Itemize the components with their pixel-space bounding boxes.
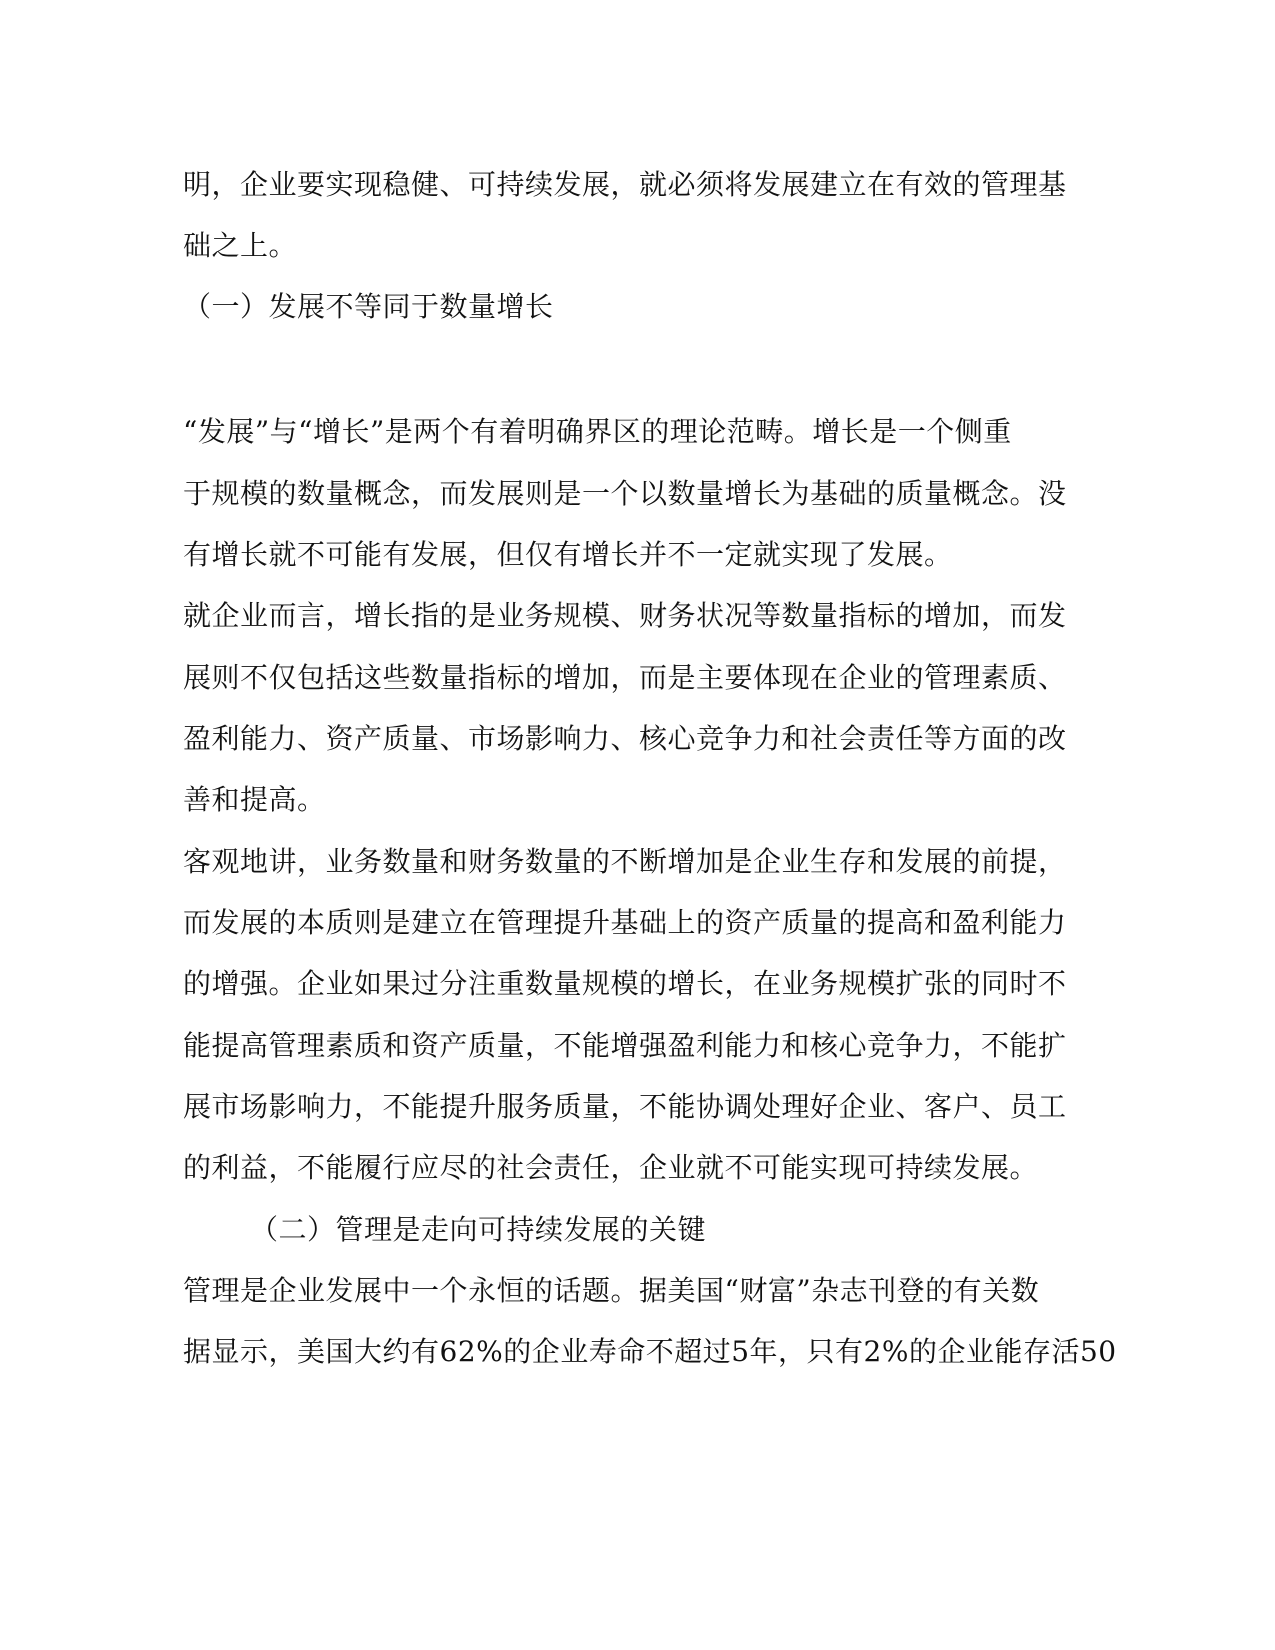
text-line: 而发展的本质则是建立在管理提升基础上的资产质量的提高和盈利能力 <box>183 906 1067 939</box>
text-line: 的利益，不能履行应尽的社会责任，企业就不可能实现可持续发展。 <box>183 1151 1039 1184</box>
text-line: 管理是企业发展中一个永恒的话题。据美国“财富”杂志刊登的有关数 <box>183 1274 1040 1307</box>
text-line: 于规模的数量概念，而发展则是一个以数量增长为基础的质量概念。没 <box>183 477 1067 510</box>
section-heading: （一）发展不等同于数量增长 <box>183 290 554 323</box>
text-line: 的增强。企业如果过分注重数量规模的增长，在业务规模扩张的同时不 <box>183 967 1067 1000</box>
text-line: 有增长就不可能有发展，但仅有增长并不一定就实现了发展。 <box>183 538 953 571</box>
text-line: 明，企业要实现稳健、可持续发展，就必须将发展建立在有效的管理基 <box>183 168 1067 201</box>
section-heading: （二）管理是走向可持续发展的关键 <box>250 1213 707 1246</box>
text-line: 就企业而言，增长指的是业务规模、财务状况等数量指标的增加，而发 <box>183 599 1067 632</box>
text-line: 客观地讲，业务数量和财务数量的不断增加是企业生存和发展的前提， <box>183 845 1067 878</box>
text-line: “发展”与“增长”是两个有着明确界区的理论范畴。增长是一个侧重 <box>183 415 1012 448</box>
text-line: 能提高管理素质和资产质量，不能增强盈利能力和核心竞争力，不能扩 <box>183 1029 1067 1062</box>
text-line: 盈利能力、资产质量、市场影响力、核心竞争力和社会责任等方面的改 <box>183 722 1067 755</box>
text-line: 善和提高。 <box>183 783 326 816</box>
text-line: 展则不仅包括这些数量指标的增加，而是主要体现在企业的管理素质、 <box>183 661 1067 694</box>
text-line: 据显示，美国大约有62%的企业寿命不超过5年，只有2%的企业能存活50 <box>183 1335 1117 1368</box>
text-line: 展市场影响力，不能提升服务质量，不能协调处理好企业、客户、员工 <box>183 1090 1067 1123</box>
text-line: 础之上。 <box>183 229 298 262</box>
